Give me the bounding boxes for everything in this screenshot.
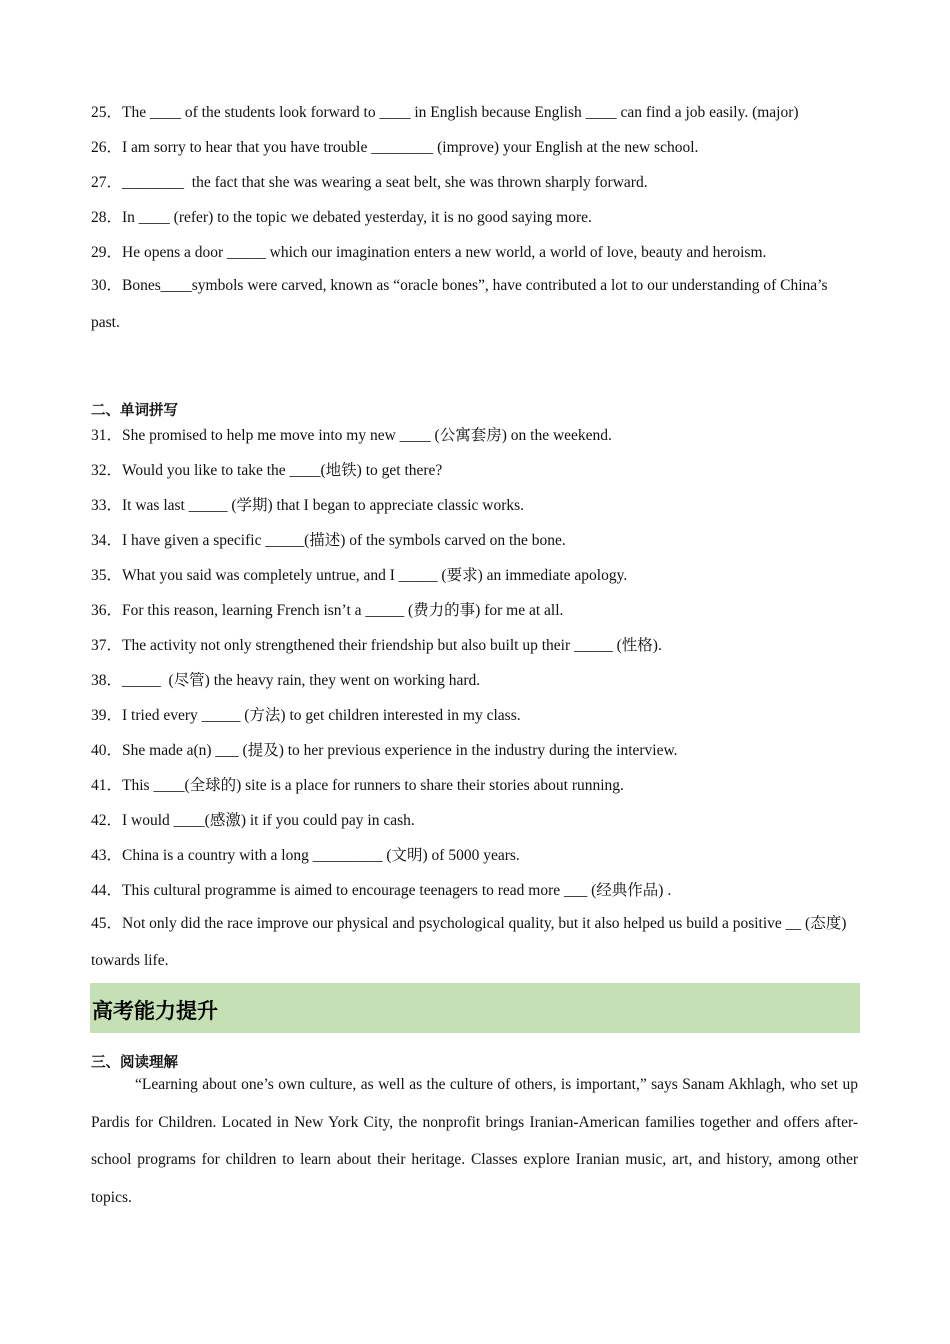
section-heading-reading: 三、阅读理解 — [91, 1055, 178, 1071]
question-32: 32．Would you like to take the ____(地铁) to get there? — [91, 462, 443, 479]
question-37: 37．The activity not only strengthened their friendship but also built up their _____ (性格). — [91, 637, 662, 654]
question-44: 44．This cultural programme is aimed to encourage teenagers to read more ___ (经典作品) . — [91, 882, 672, 899]
question-text: It was last _____ (学期) that I began to appreciate classic works. — [122, 497, 525, 514]
question-31: 31．She promised to help me move into my new ____ (公寓套房) on the weekend. — [91, 427, 612, 444]
question-34: 34．I have given a specific _____(描述) of the symbols carved on the bone. — [91, 532, 566, 549]
question-39: 39．I tried every _____ (方法) to get children interested in my class. — [91, 707, 521, 724]
banner-title: 高考能力提升 — [92, 999, 218, 1023]
question-text: I have given a specific _____(描述) of the symbols carved on the bone. — [122, 532, 566, 549]
question-text: This cultural programme is aimed to encourage teenagers to read more ___ (经典作品) . — [122, 882, 672, 899]
question-30: 30．Bones____symbols were carved, known as “oracle bones”, have contributed a lot to our understanding of China’s past. — [91, 277, 828, 331]
section-heading-spelling: 二、单词拼写 — [91, 403, 178, 419]
question-text: She made a(n) ___ (提及) to her previous experience in the industry during the interview. — [122, 742, 678, 759]
question-text: ________ the fact that she was wearing a seat belt, she was thrown sharply forward. — [122, 174, 648, 191]
question-text: He opens a door _____ which our imagination enters a new world, a world of love, beauty and heroism. — [122, 244, 767, 261]
question-26: 26．I am sorry to hear that you have trouble ________ (improve) your English at the new school. — [91, 139, 699, 156]
question-text: The activity not only strengthened their friendship but also built up their _____ (性格). — [122, 637, 662, 654]
question-text: The ____ of the students look forward to ____ in English because English ____ can find a job easily. (major) — [122, 104, 799, 121]
question-43: 43．China is a country with a long _________ (文明) of 5000 years. — [91, 847, 520, 864]
question-text: I am sorry to hear that you have trouble ________ (improve) your English at the new school. — [122, 139, 699, 156]
question-text: China is a country with a long _________ (文明) of 5000 years. — [122, 847, 520, 864]
question-text: _____ (尽管) the heavy rain, they went on working hard. — [122, 672, 481, 689]
question-33: 33．It was last _____ (学期) that I began to appreciate classic works. — [91, 497, 525, 514]
question-text: Would you like to take the ____(地铁) to get there? — [122, 462, 443, 479]
question-text: This ____(全球的) site is a place for runners to share their stories about running. — [122, 777, 624, 794]
question-text: Bones____symbols were carved, known as “oracle bones”, have contributed a lot to our understanding of China’s past. — [91, 277, 828, 331]
question-text: In ____ (refer) to the topic we debated yesterday, it is no good saying more. — [122, 209, 592, 226]
question-text: I tried every _____ (方法) to get children interested in my class. — [122, 707, 521, 724]
question-40: 40．She made a(n) ___ (提及) to her previous experience in the industry during the interview. — [91, 742, 678, 759]
question-38: 38．_____ (尽管) the heavy rain, they went on working hard. — [91, 672, 481, 689]
question-35: 35．What you said was completely untrue, and I _____ (要求) an immediate apology. — [91, 567, 628, 584]
reading-passage: “Learning about one’s own culture, as well as the culture of others, is important,” says Sanam Akhlagh, who set up Pardis for Children. Located in New York City, the nonprofit brings Iranian-American families together and offers after-school programs for children to learn about their heritage. Classes explore Iranian music, art, and history, among other topics. — [91, 1076, 858, 1206]
question-36: 36．For this reason, learning French isn’t a _____ (费力的事) for me at all. — [91, 602, 564, 619]
question-41: 41．This ____(全球的) site is a place for runners to share their stories about running. — [91, 777, 624, 794]
question-text: What you said was completely untrue, and I _____ (要求) an immediate apology. — [122, 567, 628, 584]
question-text: Not only did the race improve our physical and psychological quality, but it also helped us build a positive __ (态度) towards life. — [91, 915, 847, 969]
question-25: 25．The ____ of the students look forward to ____ in English because English ____ can find a job easily. (major) — [91, 104, 799, 121]
question-27: 27．________ the fact that she was wearing a seat belt, she was thrown sharply forward. — [91, 174, 648, 191]
question-text: For this reason, learning French isn’t a _____ (费力的事) for me at all. — [122, 602, 564, 619]
question-29: 29．He opens a door _____ which our imagination enters a new world, a world of love, beauty and heroism. — [91, 244, 767, 261]
question-45: 45．Not only did the race improve our physical and psychological quality, but it also helped us build a positive __ (态度) towards life. — [91, 915, 847, 969]
question-42: 42．I would ____(感激) it if you could pay in cash. — [91, 812, 415, 829]
section-banner — [90, 983, 860, 1033]
question-text: I would ____(感激) it if you could pay in cash. — [122, 812, 415, 829]
question-28: 28．In ____ (refer) to the topic we debated yesterday, it is no good saying more. — [91, 209, 592, 226]
question-text: She promised to help me move into my new ____ (公寓套房) on the weekend. — [122, 427, 612, 444]
